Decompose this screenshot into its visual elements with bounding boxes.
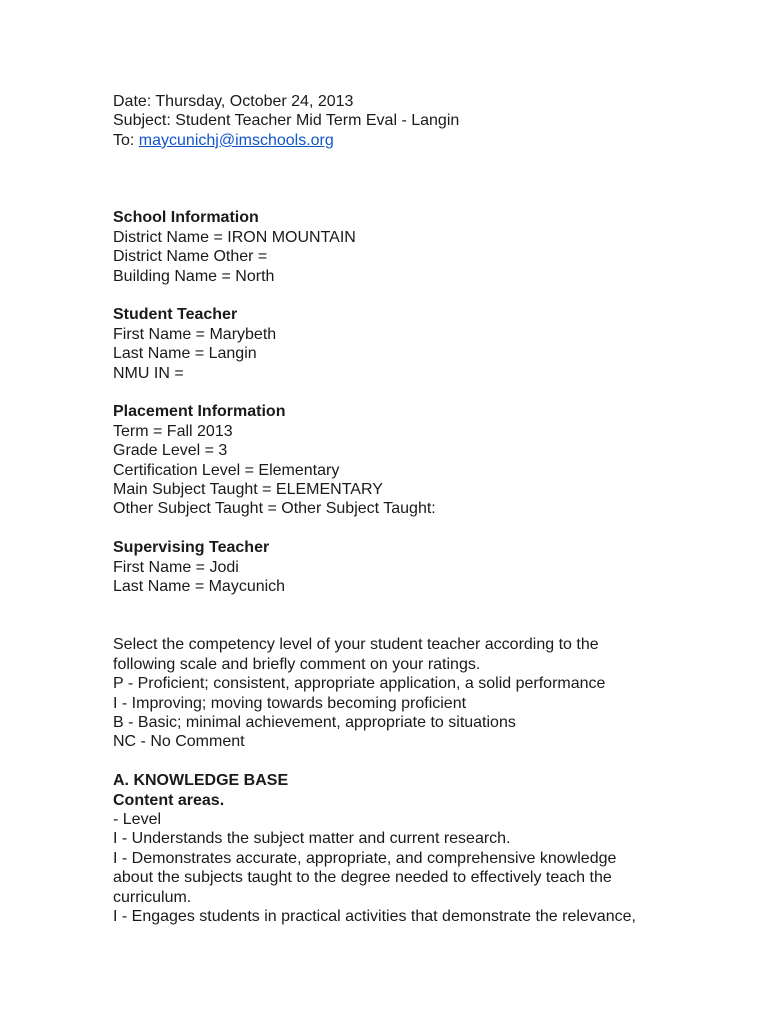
student-teacher-heading: Student Teacher (113, 306, 238, 324)
spacer (113, 150, 733, 189)
date-line: Date: Thursday, October 24, 2013 (113, 93, 354, 110)
level-line: - Level (113, 810, 162, 828)
evaluation-document (113, 92, 733, 926)
other-subject-line: Other Subject Taught = Other Subject Taught: (113, 500, 436, 518)
spacer (113, 752, 733, 771)
student-first-name-line: First Name = Marybeth (113, 325, 277, 343)
scale-intro-line: following scale and briefly comment on your ratings. (113, 655, 481, 673)
supervising-teacher-heading: Supervising Teacher (113, 539, 270, 557)
content-areas-subheading: Content areas. (113, 791, 225, 809)
district-name-other-line: District Name Other = (113, 248, 268, 266)
supervisor-last-name-line: Last Name = Maycunich (113, 578, 286, 596)
school-information-section (113, 208, 733, 286)
placement-information-heading: Placement Information (113, 403, 286, 421)
certification-level-line: Certification Level = Elementary (113, 461, 340, 479)
nmu-in-line: NMU IN = (113, 364, 184, 382)
supervisor-first-name-line: First Name = Jodi (113, 558, 239, 576)
district-name-line: District Name = IRON MOUNTAIN (113, 228, 356, 246)
scale-level-basic: B - Basic; minimal achievement, appropriate to situations (113, 713, 516, 731)
recipient-email-link[interactable]: maycunichj@imschools.org (138, 131, 334, 149)
competency-line: I - Demonstrates accurate, appropriate, and comprehensive knowledge (113, 849, 617, 867)
scale-level-proficient: P - Proficient; consistent, appropriate application, a solid performance (113, 675, 606, 693)
scale-level-improving: I - Improving; moving towards becoming proficient (113, 694, 467, 712)
to-line (113, 131, 733, 150)
school-information-heading: School Information (113, 209, 259, 227)
to-label: To: (113, 131, 139, 149)
competency-line: I - Engages students in practical activities that demonstrate the relevance, (113, 907, 636, 925)
building-name-line: Building Name = North (113, 267, 275, 285)
term-line: Term = Fall 2013 (113, 422, 233, 440)
competency-line: curriculum. (113, 888, 192, 906)
spacer (113, 596, 733, 635)
competency-line: I - Understands the subject matter and current research. (113, 830, 511, 848)
scale-intro-line: Select the competency level of your student teacher according to the (113, 636, 599, 654)
subject-line: Subject: Student Teacher Mid Term Eval - Langin (113, 112, 460, 130)
knowledge-base-section (113, 771, 733, 926)
grade-level-line: Grade Level = 3 (113, 442, 228, 460)
competency-line: about the subjects taught to the degree needed to effectively teach the (113, 869, 612, 887)
spacer (113, 189, 733, 208)
rating-scale-section (113, 635, 733, 751)
knowledge-base-heading: A. KNOWLEDGE BASE (113, 772, 289, 790)
student-teacher-section (113, 305, 733, 383)
placement-information-section (113, 402, 733, 518)
email-header (113, 92, 733, 150)
scale-level-no-comment: NC - No Comment (113, 733, 245, 751)
spacer (113, 383, 733, 402)
spacer (113, 519, 733, 538)
student-last-name-line: Last Name = Langin (113, 345, 257, 363)
main-subject-line: Main Subject Taught = ELEMENTARY (113, 481, 383, 499)
supervising-teacher-section (113, 538, 733, 596)
spacer (113, 286, 733, 305)
